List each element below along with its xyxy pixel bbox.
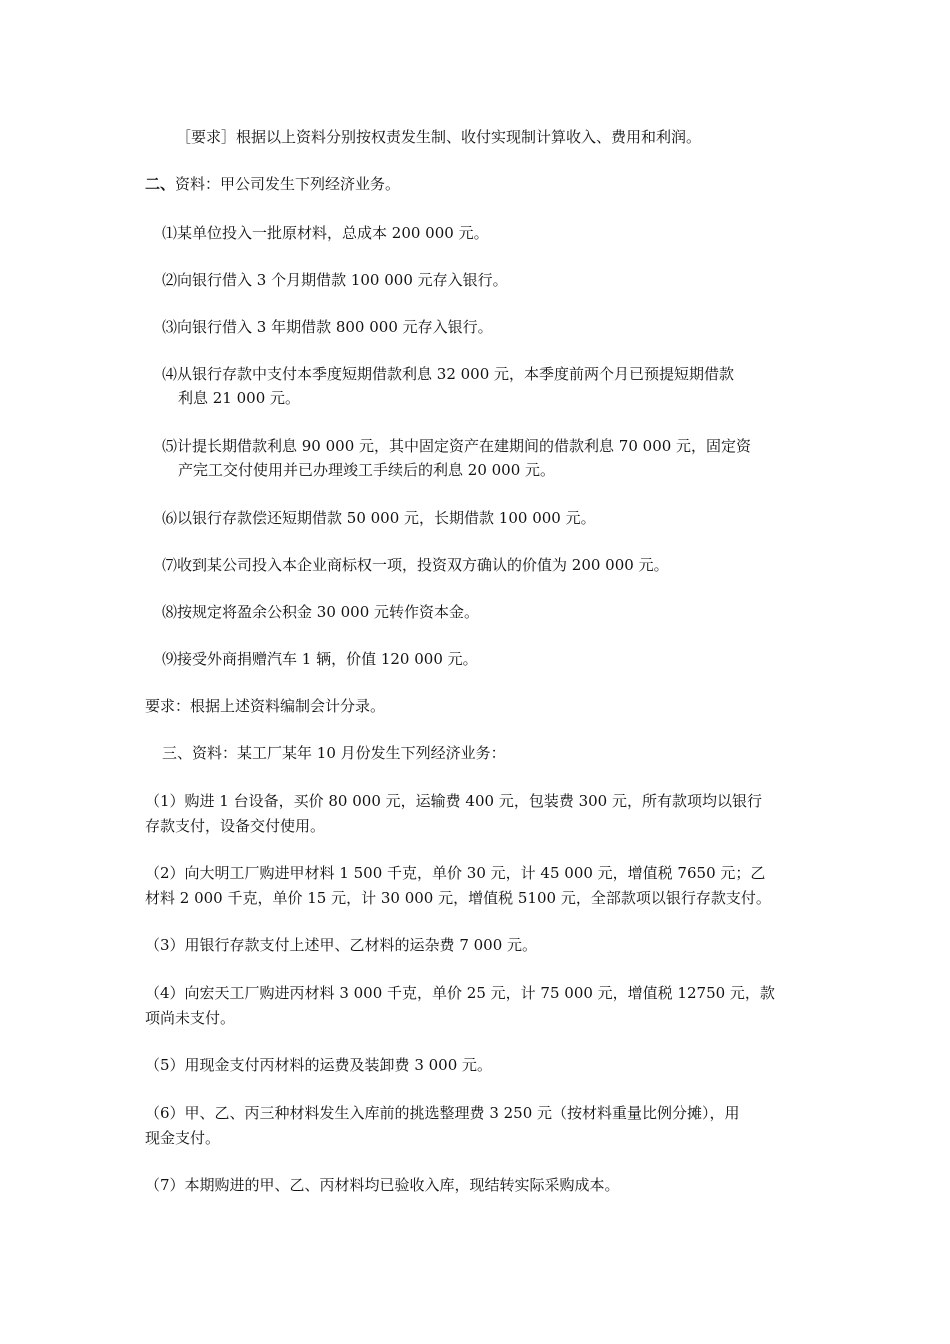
section2-item-4-line1: ⑷从银行存款中支付本季度短期借款利息 32 000 元，本季度前两个月已预提短期借款	[162, 365, 735, 383]
section3-item-1-line2: 存款支付，设备交付使用。	[145, 817, 326, 835]
section3-item-2-line1: （2）向大明工厂购进甲材料 1 500 千克，单价 30 元，计 45 000 元，增值税 7650 元；乙	[145, 864, 766, 882]
section3-item-2-line2: 材料 2 000 千克，单价 15 元，计 30 000 元，增值税 5100 元，全部款项以银行存款支付。	[145, 889, 771, 907]
section3-item-5: （5）用现金支付丙材料的运费及装卸费 3 000 元。	[145, 1056, 493, 1074]
section3-item-6-line2: 现金支付。	[145, 1129, 221, 1147]
section1-requirement: ［要求］根据以上资料分别按权责发生制、收付实现制计算收入、费用和利润。	[176, 128, 702, 146]
section3-item-4-line2: 项尚未支付。	[145, 1009, 236, 1027]
section2-item-7: ⑺收到某公司投入本企业商标权一项，投资双方确认的价值为 200 000 元。	[162, 556, 669, 574]
section3-heading: 三、资料：某工厂某年 10 月份发生下列经济业务：	[162, 744, 506, 762]
section2-item-5-line1: ⑸计提长期借款利息 90 000 元，其中固定资产在建期间的借款利息 70 000 元，固定资	[162, 437, 752, 455]
section3-item-4-line1: （4）向宏天工厂购进丙材料 3 000 千克，单价 25 元，计 75 000 元，增值税 12750 元，款	[145, 984, 775, 1002]
section2-item-4-line2: 利息 21 000 元。	[178, 389, 301, 407]
section3-item-6-line1: （6）甲、乙、丙三种材料发生入库前的挑选整理费 3 250 元（按材料重量比例分摊），用	[145, 1104, 740, 1122]
section2-item-3: ⑶向银行借入 3 年期借款 800 000 元存入银行。	[162, 318, 493, 336]
section2-item-6: ⑹以银行存款偿还短期借款 50 000 元，长期借款 100 000 元。	[162, 509, 596, 527]
section2-heading-number: 二、	[145, 175, 176, 193]
section2-item-5-line2: 产完工交付使用并已办理竣工手续后的利息 20 000 元。	[178, 461, 556, 479]
section2-heading-text: 资料：甲公司发生下列经济业务。	[175, 175, 401, 193]
section2-item-8: ⑻按规定将盈余公积金 30 000 元转作资本金。	[162, 603, 480, 621]
section3-item-1-line1: （1）购进 1 台设备，买价 80 000 元，运输费 400 元，包装费 300 元，所有款项均以银行	[145, 792, 762, 810]
section2-requirement: 要求：根据上述资料编制会计分录。	[145, 697, 386, 715]
section3-item-7: （7）本期购进的甲、乙、丙材料均已验收入库，现结转实际采购成本。	[145, 1176, 620, 1194]
section2-heading	[145, 172, 400, 196]
section3-item-3: （3）用银行存款支付上述甲、乙材料的运杂费 7 000 元。	[145, 936, 538, 954]
section2-item-9: ⑼接受外商捐赠汽车 1 辆，价值 120 000 元。	[162, 650, 478, 668]
section2-item-2: ⑵向银行借入 3 个月期借款 100 000 元存入银行。	[162, 271, 508, 289]
section2-item-1: ⑴某单位投入一批原材料，总成本 200 000 元。	[162, 224, 489, 242]
